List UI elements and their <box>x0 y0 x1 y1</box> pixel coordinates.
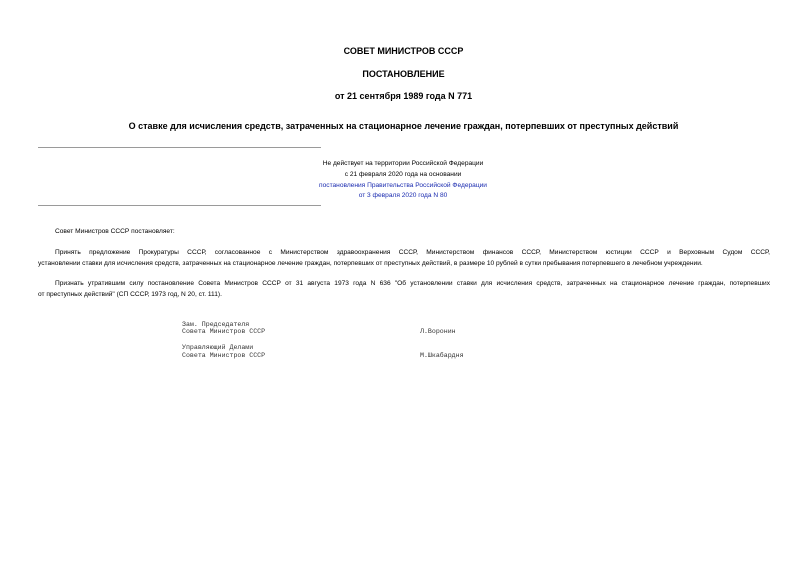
notice-top-divider <box>38 147 321 148</box>
signatory-1-name: Л.Воронин <box>420 328 456 335</box>
decree-subject-heading: О ставке для исчисления средств, затраченных на стационарное лечение граждан, потерпевших от преступных действий <box>128 121 679 131</box>
signatory-2-title-line-1: Управляющий Делами <box>182 344 254 351</box>
status-notice-line-2: с 21 февраля 2020 года на основании <box>344 171 462 178</box>
repeal-decree-date-link[interactable]: от 3 февраля 2020 года N 80 <box>358 192 448 199</box>
paragraph-2-line-1: Признать утратившим силу постановление Совета Министров СССР от 31 августа 1973 года N 636 "Об установлении ставки для исчисления средств, затраченных на стационарное лечение граждан, потерпевших <box>55 280 770 287</box>
signatory-2-title-line-2: Совета Министров СССР <box>182 352 266 359</box>
status-notice-line-1: Не действует на территории Российской Федерации <box>322 160 484 167</box>
paragraph-1-line-2: установлении ставки для исчисления средств, затраченных на стационарное лечение граждан, потерпевших от преступных действий, в размере 10 рублей в сутки пребывания потерпевшего в лечебном учреждении. <box>38 260 703 267</box>
decree-date-heading: от 21 сентября 1989 года N 771 <box>334 91 473 101</box>
paragraph-2 <box>38 278 770 300</box>
council-heading: СОВЕТ МИНИСТРОВ СССР <box>343 46 464 56</box>
paragraph-2-line-2: от преступных действий" (СП СССР, 1973 год, N 20, ст. 111). <box>38 291 222 298</box>
repeal-decree-link[interactable]: постановления Правительства Российской Федерации <box>319 182 487 189</box>
signatory-2-name: М.Шкабардня <box>420 352 464 359</box>
intro-paragraph: Совет Министров СССР постановляет: <box>55 228 175 235</box>
signatory-1-title-line-1: Зам. Председателя <box>182 321 250 328</box>
notice-bottom-divider <box>38 205 321 206</box>
paragraph-1-line-1: Принять предложение Прокуратуры СССР, согласованное с Министерством здравоохранения СССР, Министерством финансов СССР, Министерством юстиции СССР и Верховным Судом СССР, <box>55 249 770 256</box>
paragraph-1 <box>38 247 770 269</box>
signatory-1-title-line-2: Совета Министров СССР <box>182 328 266 335</box>
decree-type-heading: ПОСТАНОВЛЕНИЕ <box>362 69 445 79</box>
